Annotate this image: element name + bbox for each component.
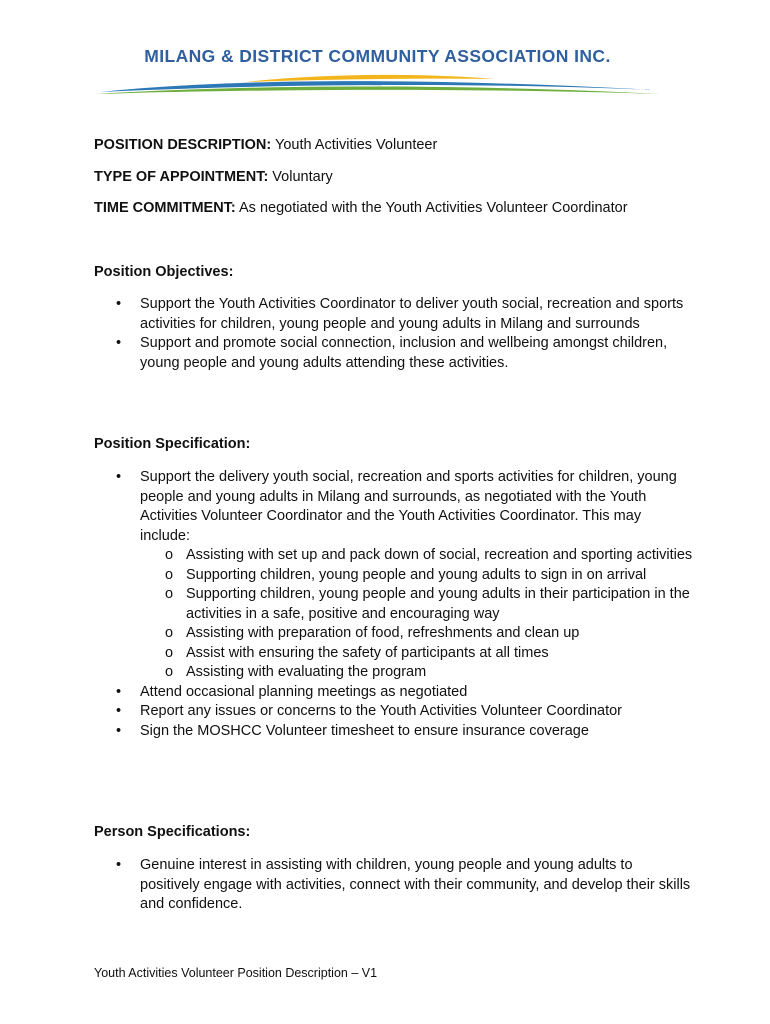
- list-item: • Report any issues or concerns to the Youth Activities Volunteer Coordinator: [94, 702, 694, 722]
- position-specification-heading: Position Specification:: [94, 436, 251, 452]
- type-of-appointment-label: TYPE OF APPOINTMENT:: [94, 169, 269, 185]
- list-item: • Support and promote social connection, inclusion and wellbeing amongst children, young people and young adults attending these activities.: [116, 335, 668, 371]
- position-description-line: [94, 137, 437, 153]
- sub-bullet-icon: o: [165, 586, 174, 602]
- person-specifications-list: [94, 856, 694, 915]
- list-item: • Support the Youth Activities Coordinator to deliver youth social, recreation and sports activities for children, young people and young adults in Milang and surrounds: [116, 296, 684, 332]
- sub-bullet-icon: o: [165, 644, 174, 661]
- logo-swoosh-graphic: [95, 70, 660, 98]
- time-commitment-label: TIME COMMITMENT:: [94, 200, 236, 216]
- position-objectives-heading: Position Objectives:: [94, 264, 234, 280]
- bullet-icon: •: [116, 703, 122, 719]
- sub-list-item: o Assisting with evaluating the program: [140, 663, 694, 683]
- bullet-icon: •: [116, 469, 122, 485]
- page-footer: Youth Activities Volunteer Position Description – V1: [94, 966, 378, 980]
- type-of-appointment-line: [94, 169, 333, 185]
- org-name: MILANG & DISTRICT COMMUNITY ASSOCIATION INC.: [144, 46, 611, 66]
- org-logo: [95, 44, 660, 100]
- bullet-icon: •: [116, 296, 122, 312]
- position-description-value: Youth Activities Volunteer: [271, 137, 438, 153]
- list-item: • Attend occasional planning meetings as negotiated: [94, 683, 694, 703]
- list-item: • Genuine interest in assisting with children, young people and young adults to positively engage with activities, connect with their community, and develop their skills and confidence.: [116, 857, 691, 912]
- sub-list-item: o Assist with ensuring the safety of participants at all times: [140, 644, 694, 664]
- list-item: • Sign the MOSHCC Volunteer timesheet to ensure insurance coverage: [94, 722, 694, 742]
- sub-list-item: o Assisting with preparation of food, refreshments and clean up: [140, 624, 694, 644]
- sub-bullet-icon: o: [165, 625, 174, 641]
- position-objectives-list: [94, 295, 694, 373]
- position-description-label: POSITION DESCRIPTION:: [94, 137, 272, 153]
- sub-list-item: o Supporting children, young people and young adults in their participation in the activities in a safe, positive and encouraging way: [165, 586, 690, 622]
- type-of-appointment-value: Voluntary: [268, 169, 333, 185]
- sub-bullet-icon: o: [165, 547, 174, 563]
- sub-bullet-icon: o: [165, 664, 174, 680]
- bullet-icon: •: [116, 857, 122, 873]
- sub-list-item: o Supporting children, young people and young adults to sign in on arrival: [140, 566, 694, 586]
- position-specification-list: [94, 468, 694, 741]
- person-specifications-heading: Person Specifications:: [94, 824, 251, 840]
- time-commitment-value: As negotiated with the Youth Activities Volunteer Coordinator: [235, 200, 628, 216]
- specification-intro: Support the delivery youth social, recreation and sports activities for children, young people and young adults in Milang and surrounds, as negotiated with the Youth Activities Volunteer Coordinator and the Youth Activities Coordinator. This may include:: [140, 469, 677, 544]
- bullet-icon: •: [116, 722, 122, 739]
- specification-sub-list: [140, 546, 694, 683]
- sub-list-item: o Assisting with set up and pack down of social, recreation and sporting activities: [140, 546, 694, 566]
- swoosh-yellow: [245, 75, 495, 82]
- bullet-icon: •: [116, 683, 122, 700]
- sub-bullet-icon: o: [165, 566, 174, 583]
- bullet-icon: •: [116, 335, 122, 351]
- list-item: [94, 468, 694, 683]
- time-commitment-line: [94, 200, 628, 216]
